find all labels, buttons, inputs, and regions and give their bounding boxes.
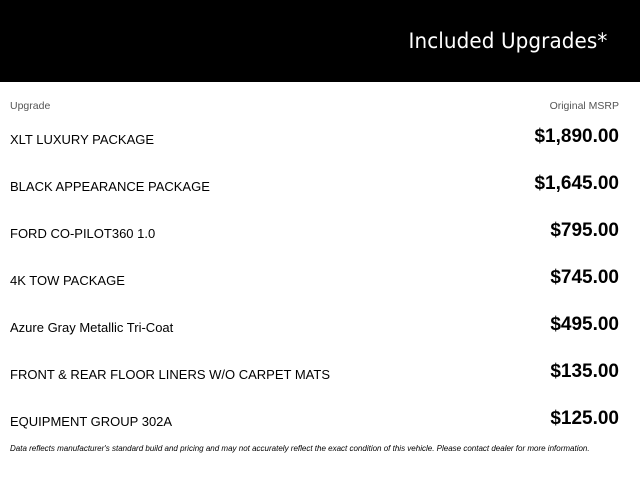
- list-item: [0, 212, 640, 259]
- upgrade-price: $135.00: [550, 361, 619, 382]
- upgrade-name: BLACK APPEARANCE PACKAGE: [10, 179, 210, 194]
- upgrades-list: [0, 118, 640, 447]
- upgrade-name: EQUIPMENT GROUP 302A: [10, 414, 173, 429]
- column-header-msrp: Original MSRP: [549, 100, 619, 112]
- header-banner: [0, 0, 640, 82]
- upgrade-name: FORD CO-PILOT360 1.0: [10, 226, 156, 241]
- upgrade-name: Azure Gray Metallic Tri-Coat: [10, 320, 174, 335]
- upgrade-price: $125.00: [550, 408, 619, 429]
- list-item: [0, 165, 640, 212]
- upgrade-price: $495.00: [550, 314, 619, 335]
- upgrade-price: $795.00: [550, 220, 619, 241]
- upgrade-price: $1,645.00: [534, 173, 619, 194]
- list-item: [0, 400, 640, 447]
- upgrade-name: FRONT & REAR FLOOR LINERS W/O CARPET MATS: [10, 367, 330, 382]
- disclaimer-text: Data reflects manufacturer's standard build and pricing and may not accurately reflect the exact condition of this vehicle. Please contact dealer for more information.: [10, 444, 590, 453]
- upgrade-name: 4K TOW PACKAGE: [10, 273, 125, 288]
- page-title: Included Upgrades*: [407, 29, 607, 53]
- list-item: [0, 306, 640, 353]
- list-item: [0, 353, 640, 400]
- upgrade-price: $745.00: [550, 267, 619, 288]
- column-header-upgrade: Upgrade: [10, 100, 51, 112]
- list-item: [0, 259, 640, 306]
- upgrade-name: XLT LUXURY PACKAGE: [10, 132, 155, 147]
- list-item: [0, 118, 640, 165]
- upgrade-price: $1,890.00: [534, 126, 619, 147]
